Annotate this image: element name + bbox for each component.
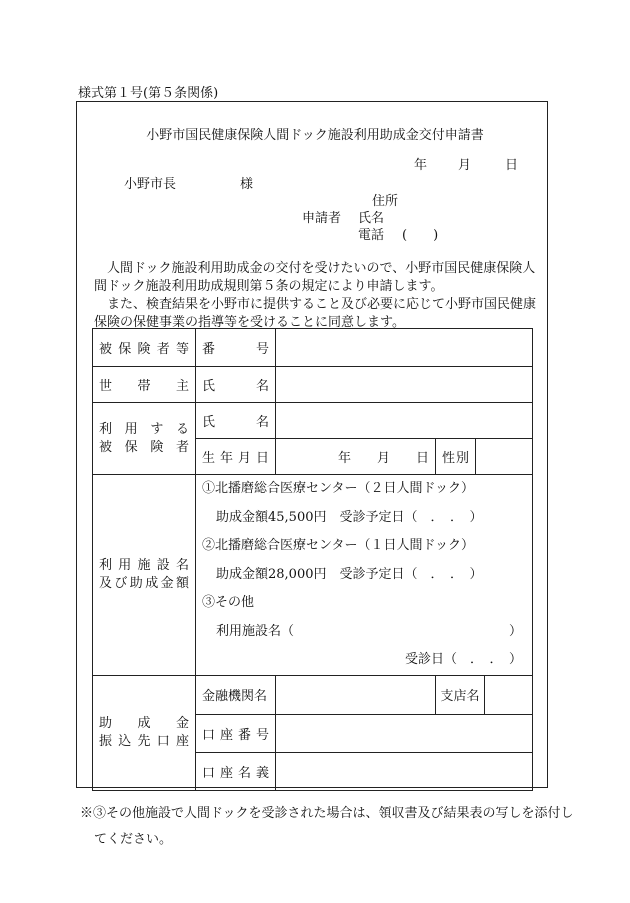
gender-label: 性別 xyxy=(436,439,476,475)
option-2[interactable]: ②北播磨総合医療センター（１日人間ドック） xyxy=(202,538,474,553)
facility-label xyxy=(93,475,196,676)
date-day-label: 日 xyxy=(505,158,519,173)
insured-label: 被保険者等 xyxy=(93,329,196,367)
branch-label: 支店名 xyxy=(436,676,485,714)
applicant-phone-parens: ( ) xyxy=(402,228,439,243)
bank-field[interactable] xyxy=(276,675,436,714)
account-number-label: 口座番号 xyxy=(196,714,276,752)
option-3-close-paren: ） xyxy=(509,623,523,639)
option-3-facility-label: 利用施設名（ xyxy=(216,623,295,639)
number-label: 番号 xyxy=(196,329,276,367)
addressee-name: 小野市長 xyxy=(124,177,177,192)
date-month-label: 月 xyxy=(458,158,472,173)
body-paragraph-1: 人間ドック施設利用助成金の交付を受けたいので、小野市国民健康保険人間ドック施設利用助成規則第５条の規定により申請します。 xyxy=(94,261,536,294)
gender-field[interactable] xyxy=(476,439,533,475)
head-name-field[interactable] xyxy=(276,367,533,403)
option-3[interactable]: ③その他 xyxy=(202,595,255,610)
account-number-field[interactable] xyxy=(276,714,533,752)
user-label-line1: 利用する xyxy=(99,421,189,437)
option-3-facility[interactable] xyxy=(196,618,532,647)
footnote: ※③その他施設で人間ドックを受診された場合は、領収書及び結果表の写しを添付してください。 xyxy=(80,806,574,847)
user-label-line2: 被保険者 xyxy=(99,439,189,455)
branch-field[interactable] xyxy=(485,676,532,714)
account-name-label: 口座名義 xyxy=(196,752,276,790)
account-name-field[interactable] xyxy=(276,752,533,790)
birthdate-field[interactable] xyxy=(276,439,436,475)
option-2-amount[interactable]: 助成金額28,000円 受診予定日（ ． ． ） xyxy=(216,566,483,582)
user-name-label: 氏名 xyxy=(196,403,276,439)
bank-label: 金融機関名 xyxy=(196,675,276,714)
body-paragraph-2: また、検査結果を小野市に提供すること及び必要に応じて小野市国民健康保険の保健事業の指導等を受けることに同意します。 xyxy=(94,297,537,330)
applicant-label: 申請者 xyxy=(302,211,342,226)
transfer-label-line2: 振込先口座 xyxy=(99,733,189,749)
birthdate-value: 年 月 日 xyxy=(337,451,429,466)
facility-label-line2: 及び助成金額 xyxy=(99,575,189,591)
transfer-label-line1: 助成金 xyxy=(99,715,189,731)
date-year-label: 年 xyxy=(414,158,428,173)
option-1-amount[interactable]: 助成金額45,500円 受診予定日（ ． ． ） xyxy=(216,509,483,525)
applicant-name-label: 氏名 xyxy=(358,211,385,226)
applicant-phone-label: 電話 xyxy=(358,228,385,243)
birthdate-label: 生年月日 xyxy=(196,439,276,475)
head-name-label: 氏名 xyxy=(196,367,276,403)
application-table xyxy=(92,328,533,791)
facility-options xyxy=(196,475,533,676)
applicant-address-label: 住所 xyxy=(372,194,399,209)
user-name-field[interactable] xyxy=(276,403,533,439)
transfer-account-label xyxy=(93,675,196,790)
option-1[interactable]: ①北播磨総合医療センター（２日人間ドック） xyxy=(202,481,474,496)
option-3-date[interactable]: 受診日（ ． ． ） xyxy=(405,652,523,667)
user-insured-label xyxy=(93,403,196,475)
head-of-household-label: 世帯主 xyxy=(93,367,196,403)
document-title: 小野市国民健康保険人間ドック施設利用助成金交付申請書 xyxy=(146,128,484,143)
number-field[interactable] xyxy=(276,329,533,367)
addressee-honorific: 様 xyxy=(240,177,254,192)
branch-cell xyxy=(436,675,533,714)
form-number-label: 様式第１号(第５条関係) xyxy=(78,86,219,101)
facility-label-line1: 利用施設名 xyxy=(99,557,189,573)
